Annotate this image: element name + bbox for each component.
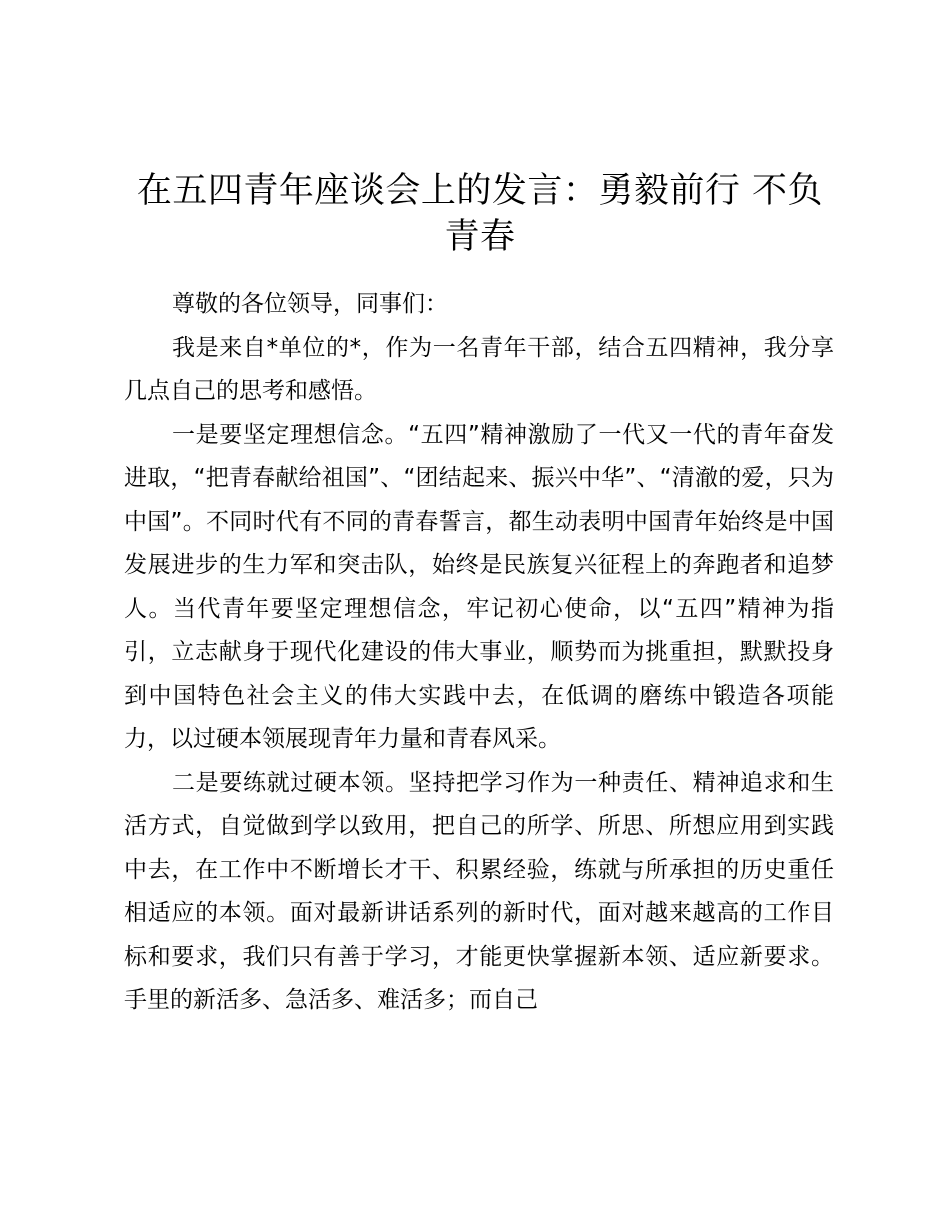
- paragraph-salutation: 尊敬的各位领导，同事们：: [172, 291, 448, 317]
- paragraph-introduction: 我是来自*单位的*，作为一名青年干部，结合五四精神，我分享几点自己的思考和感悟。: [124, 334, 834, 404]
- document-body: [124, 283, 834, 1023]
- document-title: 在五四青年座谈会上的发言：勇毅前行 不负青春: [136, 171, 824, 257]
- paragraph-point-two: 二是要练就过硬本领。坚持把学习作为一种责任、精神追求和生活方式，自觉做到学以致用，把自己的所学、所思、所想应用到实践中去，在工作中不断增长才干、积累经验，练就与所承担的历史重任相适应的本领。面对最新讲话系列的新时代，面对越来越高的工作目标和要求，我们只有善于学习，才能更快掌握新本领、适应新要求。手里的新活多、急活多、难活多；而自己: [124, 769, 834, 1013]
- paragraph-point-one: 一是要坚定理想信念。“五四”精神激励了一代又一代的青年奋发进取，“把青春献给祖国”、“团结起来、振兴中华”、“清澈的爱，只为中国”。不同时代有不同的青春誓言，都生动表明中国青年始终是中国发展进步的生力军和突击队，始终是民族复兴征程上的奔跑者和追梦人。当代青年要坚定理想信念，牢记初心使命，以“五四”精神为指引，立志献身于现代化建设的伟大事业，顺势而为挑重担，默默投身到中国特色社会主义的伟大实践中去，在低调的磨练中锻造各项能力，以过硬本领展现青年力量和青春风采。: [124, 421, 834, 752]
